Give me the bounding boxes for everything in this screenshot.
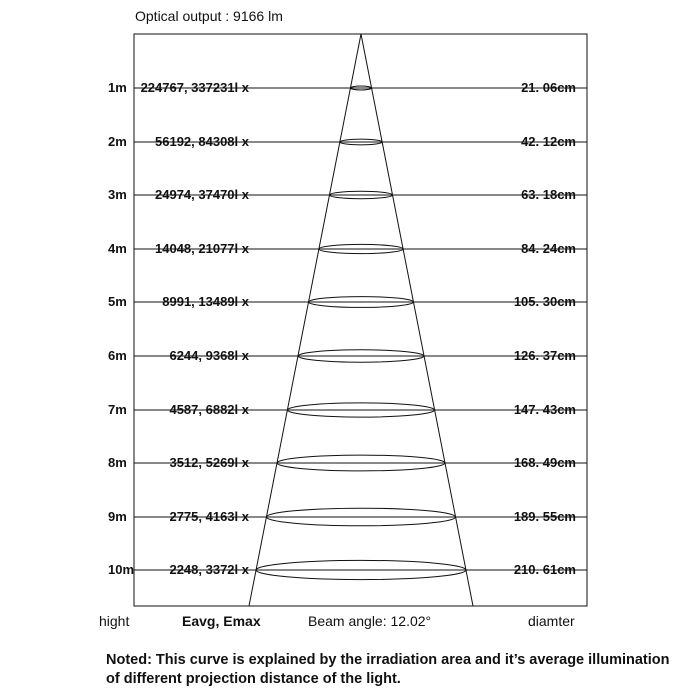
explanatory-note: Noted: This curve is explained by the irradiation area and it’s average illumination of different projection distance of the light. — [106, 652, 670, 687]
beam-angle-label: Beam angle: 12.02° — [308, 613, 432, 629]
row-height: 2m — [108, 134, 127, 149]
row-diameter: 147. 43cm — [513, 402, 576, 417]
row-dividers — [134, 88, 587, 570]
row-height: 9m — [108, 509, 127, 524]
row-diameter: 189. 55cm — [513, 509, 576, 524]
beam-left-edge — [249, 34, 361, 606]
row-illuminance: 2248, 3372l x — [169, 562, 249, 577]
row-illuminance: 2775, 4163l x — [169, 509, 249, 524]
row-illuminance: 8991, 13489l x — [162, 294, 249, 309]
row-height: 6m — [108, 348, 127, 363]
row-diameter: 21. 06cm — [521, 80, 576, 95]
row-height: 3m — [108, 187, 127, 202]
diameter-column-label: diamter — [528, 613, 575, 629]
row-illuminance: 56192, 84308l x — [155, 134, 249, 149]
row-illuminance: 224767, 337231l x — [140, 80, 249, 95]
beam-spots — [256, 86, 466, 580]
row-illuminance: 4587, 6882l x — [169, 402, 249, 417]
row-diameter: 63. 18cm — [521, 187, 576, 202]
height-column-label: hight — [99, 613, 130, 629]
row-diameter: 84. 24cm — [521, 241, 576, 256]
row-height: 10m — [108, 562, 135, 577]
row-illuminance: 3512, 5269l x — [169, 455, 249, 470]
row-height: 1m — [108, 80, 127, 95]
row-diameter: 168. 49cm — [513, 455, 576, 470]
lux-column-label: Eavg, Emax — [182, 613, 261, 629]
row-illuminance: 14048, 21077l x — [155, 241, 249, 256]
row-diameter: 42. 12cm — [521, 134, 576, 149]
row-height: 5m — [108, 294, 127, 309]
row-height: 8m — [108, 455, 127, 470]
row-height: 4m — [108, 241, 127, 256]
row-illuminance: 6244, 9368l x — [169, 348, 249, 363]
row-diameter: 210. 61cm — [513, 562, 576, 577]
beam-right-edge — [361, 34, 473, 606]
row-diameter: 105. 30cm — [513, 294, 576, 309]
row-illuminance: 24974, 37470l x — [155, 187, 249, 202]
row-height: 7m — [108, 402, 127, 417]
optical-output-title: Optical output : 9166 lm — [135, 8, 283, 24]
row-diameter: 126. 37cm — [513, 348, 576, 363]
